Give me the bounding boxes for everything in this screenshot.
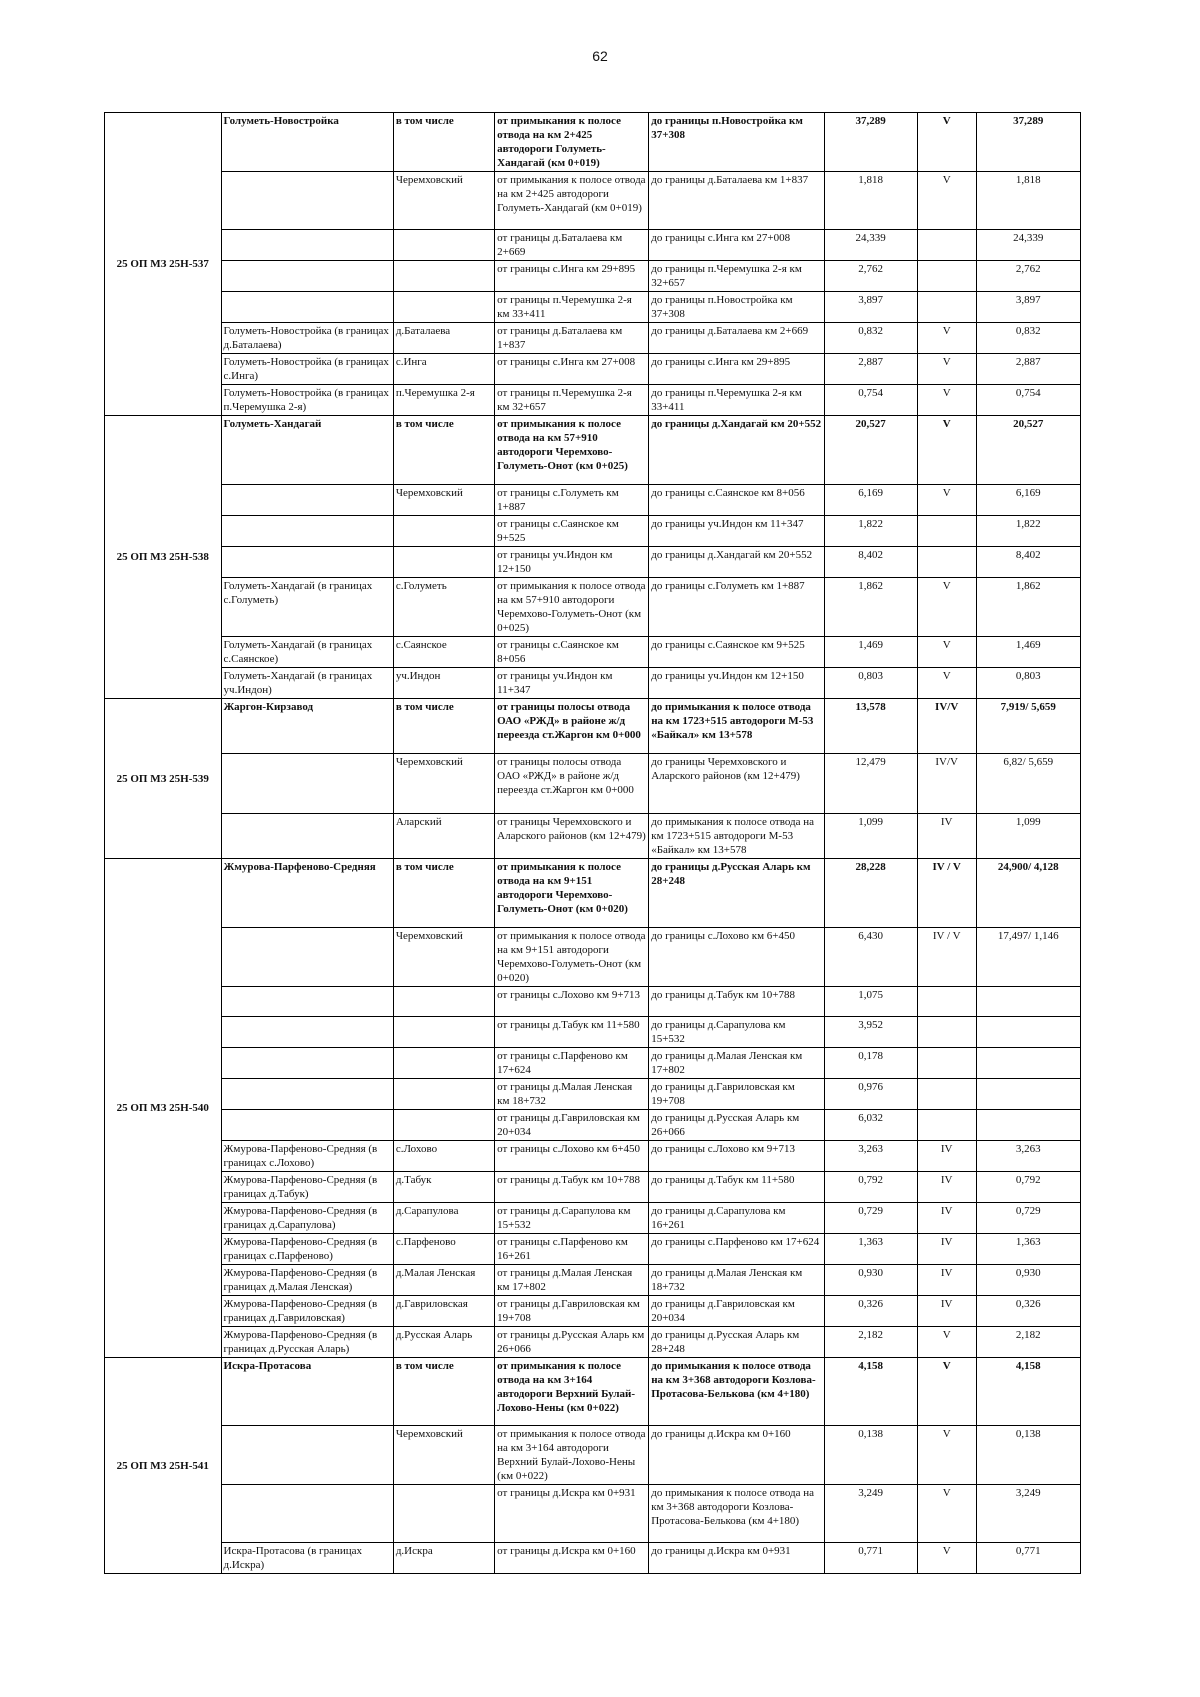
district-cell: в том числе <box>393 859 494 928</box>
from-cell: от границы п.Черемушка 2-я км 32+657 <box>495 385 649 416</box>
to-cell: до границы д.Сарапулова км 16+261 <box>649 1203 824 1234</box>
table-row <box>105 1172 1081 1203</box>
length-by-class-cell: 1,818 <box>976 172 1080 230</box>
to-cell: до границы д.Гавриловская км 20+034 <box>649 1296 824 1327</box>
class-cell <box>917 1017 976 1048</box>
class-cell: V <box>917 416 976 485</box>
class-cell: IV / V <box>917 859 976 928</box>
road-name-cell <box>221 261 393 292</box>
road-name-cell: Жмурова-Парфеново-Средняя (в границах д.Малая Ленская) <box>221 1265 393 1296</box>
length-by-class-cell: 4,158 <box>976 1358 1080 1426</box>
to-cell: до примыкания к полосе отвода на км 3+368 автодороги Козлова-Протасова-Белькова (км 4+180) <box>649 1358 824 1426</box>
district-cell <box>393 547 494 578</box>
to-cell: до границы с.Саянское км 8+056 <box>649 485 824 516</box>
to-cell: до границы с.Лохово км 6+450 <box>649 928 824 987</box>
road-name-cell: Голуметь-Новостройка (в границах п.Черемушка 2-я) <box>221 385 393 416</box>
road-name-cell <box>221 1048 393 1079</box>
length-by-class-cell: 0,832 <box>976 323 1080 354</box>
district-cell: п.Черемушка 2-я <box>393 385 494 416</box>
table-row <box>105 1485 1081 1543</box>
table-row <box>105 1203 1081 1234</box>
from-cell: от примыкания к полосе отвода на км 3+164 автодороги Верхний Булай-Лохово-Нены (км 0+022) <box>495 1426 649 1485</box>
table-row <box>105 928 1081 987</box>
length-by-class-cell: 0,326 <box>976 1296 1080 1327</box>
table-row <box>105 814 1081 859</box>
class-cell: V <box>917 1543 976 1574</box>
class-cell: IV/V <box>917 754 976 814</box>
length-by-class-cell: 2,762 <box>976 261 1080 292</box>
length-cell: 4,158 <box>824 1358 917 1426</box>
to-cell: до границы д.Хандагай км 20+552 <box>649 547 824 578</box>
table-row <box>105 578 1081 637</box>
road-name-cell: Жмурова-Парфеново-Средняя (в границах с.Лохово) <box>221 1141 393 1172</box>
length-cell: 0,976 <box>824 1079 917 1110</box>
class-cell: IV / V <box>917 928 976 987</box>
table-row <box>105 1110 1081 1141</box>
class-cell: V <box>917 637 976 668</box>
length-cell: 13,578 <box>824 699 917 754</box>
length-cell: 0,138 <box>824 1426 917 1485</box>
from-cell: от примыкания к полосе отвода на км 2+425 автодороги Голуметь-Хандагай (км 0+019) <box>495 172 649 230</box>
to-cell: до границы п.Черемушка 2-я км 33+411 <box>649 385 824 416</box>
from-cell: от примыкания к полосе отвода на км 2+425 автодороги Голуметь-Хандагай (км 0+019) <box>495 113 649 172</box>
district-cell <box>393 230 494 261</box>
length-by-class-cell <box>976 987 1080 1017</box>
road-name-cell: Жмурова-Парфеново-Средняя (в границах с.Парфеново) <box>221 1234 393 1265</box>
table-row <box>105 754 1081 814</box>
length-by-class-cell: 8,402 <box>976 547 1080 578</box>
from-cell: от границы д.Баталаева км 2+669 <box>495 230 649 261</box>
road-code-cell: 25 ОП МЗ 25Н-538 <box>105 416 222 699</box>
class-cell: IV/V <box>917 699 976 754</box>
road-name-cell: Голуметь-Хандагай <box>221 416 393 485</box>
from-cell: от границы д.Баталаева км 1+837 <box>495 323 649 354</box>
length-cell: 6,032 <box>824 1110 917 1141</box>
to-cell: до границы д.Баталаева км 1+837 <box>649 172 824 230</box>
length-by-class-cell: 6,169 <box>976 485 1080 516</box>
road-name-cell <box>221 172 393 230</box>
length-by-class-cell: 0,803 <box>976 668 1080 699</box>
length-by-class-cell: 24,900/ 4,128 <box>976 859 1080 928</box>
to-cell: до границы с.Голуметь км 1+887 <box>649 578 824 637</box>
length-by-class-cell: 0,930 <box>976 1265 1080 1296</box>
length-cell: 6,169 <box>824 485 917 516</box>
from-cell: от границы полосы отвода ОАО «РЖД» в районе ж/д переезда ст.Жаргон км 0+000 <box>495 754 649 814</box>
length-by-class-cell <box>976 1048 1080 1079</box>
road-name-cell: Жмурова-Парфеново-Средняя (в границах д.Табук) <box>221 1172 393 1203</box>
from-cell: от границы с.Лохово км 6+450 <box>495 1141 649 1172</box>
length-cell: 0,930 <box>824 1265 917 1296</box>
to-cell: до границы с.Саянское км 9+525 <box>649 637 824 668</box>
from-cell: от границы уч.Индон км 12+150 <box>495 547 649 578</box>
length-by-class-cell: 0,138 <box>976 1426 1080 1485</box>
road-name-cell: Жмурова-Парфеново-Средняя (в границах д.Русская Аларь) <box>221 1327 393 1358</box>
from-cell: от границы полосы отвода ОАО «РЖД» в районе ж/д переезда ст.Жаргон км 0+000 <box>495 699 649 754</box>
table-row <box>105 1426 1081 1485</box>
class-cell: V <box>917 1358 976 1426</box>
table-row <box>105 113 1081 172</box>
class-cell <box>917 516 976 547</box>
district-cell <box>393 1079 494 1110</box>
table-row <box>105 668 1081 699</box>
length-by-class-cell: 0,771 <box>976 1543 1080 1574</box>
length-by-class-cell: 7,919/ 5,659 <box>976 699 1080 754</box>
table-row <box>105 699 1081 754</box>
length-cell: 0,754 <box>824 385 917 416</box>
road-name-cell: Искра-Протасова <box>221 1358 393 1426</box>
district-cell <box>393 1485 494 1543</box>
class-cell: V <box>917 385 976 416</box>
to-cell: до границы д.Искра км 0+160 <box>649 1426 824 1485</box>
from-cell: от границы д.Малая Ленская км 17+802 <box>495 1265 649 1296</box>
length-cell: 0,792 <box>824 1172 917 1203</box>
table-row <box>105 1327 1081 1358</box>
length-cell: 1,363 <box>824 1234 917 1265</box>
table-row <box>105 637 1081 668</box>
length-cell: 3,249 <box>824 1485 917 1543</box>
class-cell: V <box>917 113 976 172</box>
length-by-class-cell <box>976 1017 1080 1048</box>
table-row <box>105 1265 1081 1296</box>
district-cell <box>393 987 494 1017</box>
to-cell: до границы д.Баталаева км 2+669 <box>649 323 824 354</box>
district-cell <box>393 1017 494 1048</box>
length-by-class-cell: 3,249 <box>976 1485 1080 1543</box>
to-cell: до границы с.Инга км 29+895 <box>649 354 824 385</box>
from-cell: от границы д.Табук км 11+580 <box>495 1017 649 1048</box>
length-by-class-cell: 1,822 <box>976 516 1080 547</box>
table-row <box>105 323 1081 354</box>
from-cell: от границы с.Парфеново км 17+624 <box>495 1048 649 1079</box>
length-by-class-cell: 1,862 <box>976 578 1080 637</box>
road-name-cell <box>221 814 393 859</box>
class-cell: IV <box>917 1203 976 1234</box>
district-cell: д.Русская Аларь <box>393 1327 494 1358</box>
district-cell: Черемховский <box>393 485 494 516</box>
class-cell: IV <box>917 1265 976 1296</box>
length-cell: 3,897 <box>824 292 917 323</box>
table-row <box>105 172 1081 230</box>
road-name-cell <box>221 516 393 547</box>
length-by-class-cell: 24,339 <box>976 230 1080 261</box>
from-cell: от границы с.Саянское км 9+525 <box>495 516 649 547</box>
to-cell: до границы Черемховского и Аларского районов (км 12+479) <box>649 754 824 814</box>
road-name-cell: Голуметь-Хандагай (в границах с.Саянское) <box>221 637 393 668</box>
road-name-cell: Голуметь-Хандагай (в границах с.Голуметь) <box>221 578 393 637</box>
length-cell: 1,818 <box>824 172 917 230</box>
length-cell: 0,178 <box>824 1048 917 1079</box>
table-row <box>105 516 1081 547</box>
class-cell: V <box>917 668 976 699</box>
district-cell: д.Сарапулова <box>393 1203 494 1234</box>
from-cell: от границы д.Сарапулова км 15+532 <box>495 1203 649 1234</box>
length-cell: 1,862 <box>824 578 917 637</box>
road-name-cell <box>221 987 393 1017</box>
road-name-cell: Жаргон-Кирзавод <box>221 699 393 754</box>
road-code-cell: 25 ОП МЗ 25Н-537 <box>105 113 222 416</box>
road-code-cell: 25 ОП МЗ 25Н-539 <box>105 699 222 859</box>
district-cell: д.Баталаева <box>393 323 494 354</box>
to-cell: до границы д.Табук км 10+788 <box>649 987 824 1017</box>
from-cell: от границы с.Инга км 29+895 <box>495 261 649 292</box>
length-cell: 1,099 <box>824 814 917 859</box>
district-cell: д.Малая Ленская <box>393 1265 494 1296</box>
district-cell <box>393 292 494 323</box>
from-cell: от границы д.Малая Ленская км 18+732 <box>495 1079 649 1110</box>
length-cell: 1,075 <box>824 987 917 1017</box>
table-row <box>105 485 1081 516</box>
district-cell: в том числе <box>393 699 494 754</box>
district-cell: уч.Индон <box>393 668 494 699</box>
class-cell: V <box>917 1485 976 1543</box>
table-row <box>105 859 1081 928</box>
district-cell: с.Саянское <box>393 637 494 668</box>
class-cell <box>917 547 976 578</box>
road-name-cell <box>221 547 393 578</box>
to-cell: до границы п.Новостройка км 37+308 <box>649 113 824 172</box>
class-cell: V <box>917 1327 976 1358</box>
class-cell: IV <box>917 1234 976 1265</box>
district-cell <box>393 261 494 292</box>
to-cell: до границы с.Лохово км 9+713 <box>649 1141 824 1172</box>
length-cell: 3,952 <box>824 1017 917 1048</box>
to-cell: до примыкания к полосе отвода на км 1723+515 автодороги М-53 «Байкал» км 13+578 <box>649 699 824 754</box>
from-cell: от границы д.Табук км 10+788 <box>495 1172 649 1203</box>
class-cell <box>917 261 976 292</box>
from-cell: от примыкания к полосе отвода на км 9+151 автодороги Черемхово-Голуметь-Онот (км 0+020) <box>495 928 649 987</box>
table-row <box>105 1543 1081 1574</box>
district-cell: с.Лохово <box>393 1141 494 1172</box>
to-cell: до границы д.Гавриловская км 19+708 <box>649 1079 824 1110</box>
road-name-cell: Жмурова-Парфеново-Средняя (в границах д.Сарапулова) <box>221 1203 393 1234</box>
length-by-class-cell: 17,497/ 1,146 <box>976 928 1080 987</box>
table-row <box>105 1079 1081 1110</box>
table-row <box>105 1234 1081 1265</box>
from-cell: от границы д.Гавриловская км 19+708 <box>495 1296 649 1327</box>
road-name-cell <box>221 230 393 261</box>
table-row <box>105 547 1081 578</box>
road-name-cell <box>221 1426 393 1485</box>
length-by-class-cell: 3,263 <box>976 1141 1080 1172</box>
class-cell <box>917 1048 976 1079</box>
district-cell: в том числе <box>393 113 494 172</box>
class-cell <box>917 1110 976 1141</box>
length-by-class-cell: 20,527 <box>976 416 1080 485</box>
road-name-cell: Искра-Протасова (в границах д.Искра) <box>221 1543 393 1574</box>
page-number: 62 <box>592 48 608 64</box>
from-cell: от границы с.Саянское км 8+056 <box>495 637 649 668</box>
road-name-cell: Голуметь-Новостройка (в границах д.Баталаева) <box>221 323 393 354</box>
from-cell: от границы с.Голуметь км 1+887 <box>495 485 649 516</box>
class-cell <box>917 292 976 323</box>
to-cell: до границы д.Искра км 0+931 <box>649 1543 824 1574</box>
from-cell: от примыкания к полосе отвода на км 57+910 автодороги Черемхово-Голуметь-Онот (км 0+025) <box>495 578 649 637</box>
to-cell: до примыкания к полосе отвода на км 1723+515 автодороги М-53 «Байкал» км 13+578 <box>649 814 824 859</box>
length-cell: 8,402 <box>824 547 917 578</box>
length-cell: 20,527 <box>824 416 917 485</box>
district-cell: Черемховский <box>393 172 494 230</box>
to-cell: до границы уч.Индон км 11+347 <box>649 516 824 547</box>
length-cell: 2,182 <box>824 1327 917 1358</box>
length-cell: 0,803 <box>824 668 917 699</box>
to-cell: до границы п.Новостройка км 37+308 <box>649 292 824 323</box>
length-by-class-cell: 2,887 <box>976 354 1080 385</box>
from-cell: от примыкания к полосе отвода на км 57+910 автодороги Черемхово-Голуметь-Онот (км 0+025) <box>495 416 649 485</box>
road-code-cell: 25 ОП МЗ 25Н-540 <box>105 859 222 1358</box>
district-cell <box>393 516 494 547</box>
length-by-class-cell: 1,099 <box>976 814 1080 859</box>
table-row <box>105 1017 1081 1048</box>
from-cell: от границы д.Гавриловская км 20+034 <box>495 1110 649 1141</box>
road-name-cell: Жмурова-Парфеново-Средняя (в границах д.Гавриловская) <box>221 1296 393 1327</box>
class-cell: V <box>917 323 976 354</box>
length-cell: 24,339 <box>824 230 917 261</box>
length-by-class-cell: 0,754 <box>976 385 1080 416</box>
from-cell: от границы Черемховского и Аларского районов (км 12+479) <box>495 814 649 859</box>
to-cell: до границы д.Сарапулова км 15+532 <box>649 1017 824 1048</box>
length-by-class-cell: 2,182 <box>976 1327 1080 1358</box>
length-cell: 1,469 <box>824 637 917 668</box>
table-row <box>105 292 1081 323</box>
class-cell: IV <box>917 1141 976 1172</box>
road-name-cell <box>221 1017 393 1048</box>
table-row <box>105 1358 1081 1426</box>
road-name-cell: Жмурова-Парфеново-Средняя <box>221 859 393 928</box>
table-row <box>105 987 1081 1017</box>
to-cell: до границы уч.Индон км 12+150 <box>649 668 824 699</box>
length-cell: 6,430 <box>824 928 917 987</box>
from-cell: от границы с.Парфеново км 16+261 <box>495 1234 649 1265</box>
class-cell: V <box>917 578 976 637</box>
from-cell: от границы с.Лохово км 9+713 <box>495 987 649 1017</box>
length-cell: 0,326 <box>824 1296 917 1327</box>
length-by-class-cell <box>976 1079 1080 1110</box>
to-cell: до границы д.Русская Аларь км 28+248 <box>649 859 824 928</box>
road-name-cell <box>221 1110 393 1141</box>
length-cell: 0,832 <box>824 323 917 354</box>
district-cell: Аларский <box>393 814 494 859</box>
from-cell: от примыкания к полосе отвода на км 3+164 автодороги Верхний Булай-Лохово-Нены (км 0+022) <box>495 1358 649 1426</box>
road-name-cell: Голуметь-Новостройка (в границах с.Инга) <box>221 354 393 385</box>
length-cell: 3,263 <box>824 1141 917 1172</box>
table-row <box>105 354 1081 385</box>
from-cell: от границы с.Инга км 27+008 <box>495 354 649 385</box>
district-cell: с.Инга <box>393 354 494 385</box>
length-by-class-cell: 0,729 <box>976 1203 1080 1234</box>
length-cell: 28,228 <box>824 859 917 928</box>
from-cell: от границы уч.Индон км 11+347 <box>495 668 649 699</box>
district-cell: Черемховский <box>393 928 494 987</box>
table-row <box>105 1141 1081 1172</box>
length-cell: 1,822 <box>824 516 917 547</box>
district-cell: с.Парфеново <box>393 1234 494 1265</box>
class-cell <box>917 230 976 261</box>
to-cell: до границы с.Инга км 27+008 <box>649 230 824 261</box>
to-cell: до границы д.Русская Аларь км 26+066 <box>649 1110 824 1141</box>
length-by-class-cell: 0,792 <box>976 1172 1080 1203</box>
to-cell: до границы с.Парфеново км 17+624 <box>649 1234 824 1265</box>
district-cell: в том числе <box>393 1358 494 1426</box>
district-cell: Черемховский <box>393 1426 494 1485</box>
district-cell <box>393 1110 494 1141</box>
to-cell: до границы д.Малая Ленская км 17+802 <box>649 1048 824 1079</box>
to-cell: до границы д.Малая Ленская км 18+732 <box>649 1265 824 1296</box>
road-name-cell <box>221 928 393 987</box>
district-cell: с.Голуметь <box>393 578 494 637</box>
to-cell: до границы д.Табук км 11+580 <box>649 1172 824 1203</box>
to-cell: до примыкания к полосе отвода на км 3+368 автодороги Козлова-Протасова-Белькова (км 4+180) <box>649 1485 824 1543</box>
from-cell: от границы п.Черемушка 2-я км 33+411 <box>495 292 649 323</box>
class-cell: IV <box>917 1296 976 1327</box>
to-cell: до границы д.Хандагай км 20+552 <box>649 416 824 485</box>
district-cell: д.Табук <box>393 1172 494 1203</box>
district-cell <box>393 1048 494 1079</box>
table-row <box>105 416 1081 485</box>
from-cell: от границы д.Искра км 0+931 <box>495 1485 649 1543</box>
to-cell: до границы п.Черемушка 2-я км 32+657 <box>649 261 824 292</box>
from-cell: от границы д.Русская Аларь км 26+066 <box>495 1327 649 1358</box>
road-name-cell <box>221 754 393 814</box>
length-cell: 37,289 <box>824 113 917 172</box>
class-cell: IV <box>917 814 976 859</box>
district-cell: Черемховский <box>393 754 494 814</box>
district-cell: в том числе <box>393 416 494 485</box>
length-by-class-cell: 1,469 <box>976 637 1080 668</box>
road-code-cell: 25 ОП МЗ 25Н-541 <box>105 1358 222 1574</box>
class-cell: V <box>917 1426 976 1485</box>
road-register-table <box>104 112 1081 1574</box>
length-by-class-cell: 1,363 <box>976 1234 1080 1265</box>
road-name-cell: Голуметь-Новостройка <box>221 113 393 172</box>
length-by-class-cell <box>976 1110 1080 1141</box>
district-cell: д.Гавриловская <box>393 1296 494 1327</box>
road-name-cell <box>221 485 393 516</box>
from-cell: от границы д.Искра км 0+160 <box>495 1543 649 1574</box>
length-cell: 2,887 <box>824 354 917 385</box>
road-name-cell <box>221 292 393 323</box>
class-cell <box>917 1079 976 1110</box>
table-row <box>105 261 1081 292</box>
to-cell: до границы д.Русская Аларь км 28+248 <box>649 1327 824 1358</box>
table-row <box>105 230 1081 261</box>
table-row <box>105 1048 1081 1079</box>
district-cell: д.Искра <box>393 1543 494 1574</box>
length-by-class-cell: 37,289 <box>976 113 1080 172</box>
table-row <box>105 385 1081 416</box>
class-cell: V <box>917 354 976 385</box>
road-name-cell <box>221 1485 393 1543</box>
length-cell: 12,479 <box>824 754 917 814</box>
table-row <box>105 1296 1081 1327</box>
class-cell: V <box>917 485 976 516</box>
class-cell: V <box>917 172 976 230</box>
length-cell: 0,729 <box>824 1203 917 1234</box>
road-name-cell: Голуметь-Хандагай (в границах уч.Индон) <box>221 668 393 699</box>
class-cell: IV <box>917 1172 976 1203</box>
length-cell: 2,762 <box>824 261 917 292</box>
class-cell <box>917 987 976 1017</box>
from-cell: от примыкания к полосе отвода на км 9+151 автодороги Черемхово-Голуметь-Онот (км 0+020) <box>495 859 649 928</box>
road-name-cell <box>221 1079 393 1110</box>
length-by-class-cell: 3,897 <box>976 292 1080 323</box>
length-by-class-cell: 6,82/ 5,659 <box>976 754 1080 814</box>
length-cell: 0,771 <box>824 1543 917 1574</box>
